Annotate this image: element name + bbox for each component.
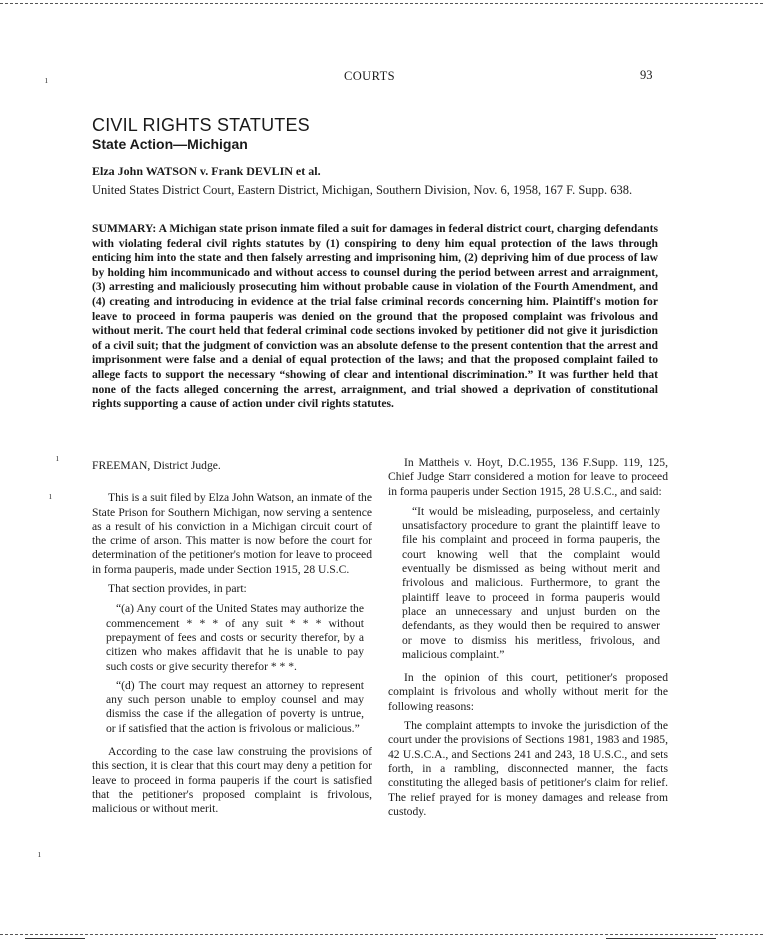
left-paragraph-1: This is a suit filed by Elza John Watson, an inmate of the State Prison for Southern Michigan, now serving a sentence as a result of his conviction in a Michigan circuit court of the crime of arson. This matter is now before the court for determination of the petitioner's motion for leave to proceed in forma pauperis, made under Section 1915, 28 U.S.C. [92, 491, 372, 576]
scan-speck: ı [38, 849, 41, 860]
page-number: 93 [640, 68, 653, 82]
summary-paragraph [92, 222, 658, 412]
statute-quote-d: “(d) The court may request an attorney to represent any such person unable to employ counsel and may dismiss the case if the allegation of poverty is untrue, or if satisfied that the action is frivolous or malicious.” [106, 678, 364, 735]
mattheis-quote-text: “It would be misleading, purposeless, and certainly unsatisfactory procedure to grant the plaintiff leave to file his complaint and proceed in forma pauperis, the court knowing well that the complaint would eventually be dismissed as being without merit and frivolous and malicious. Furthermore, to grant the plaintiff leave to proceed in forma pauperis would place an unnecessary and unjust burden on the defendants, as they would then be required to answer or move to dismiss his meritless, frivolous, and malicious complaint.” [402, 504, 660, 661]
left-paragraph-2: That section provides, in part: [108, 582, 247, 596]
running-head: COURTS [344, 69, 395, 83]
judge-line: FREEMAN, District Judge. [92, 459, 221, 472]
right-column [388, 456, 668, 819]
article-heading [92, 116, 672, 153]
scan-speck: ı [49, 491, 52, 502]
mattheis-quote [388, 505, 668, 662]
case-citation: United States District Court, Eastern District, Michigan, Southern Division, Nov. 6, 1958, 167 F. Supp. 638. [92, 183, 633, 197]
summary-text: A Michigan state prison inmate filed a suit for damages in federal district court, charging defendants with violating federal civil rights statutes by (1) conspiring to deny him equal protection of the laws through enticing him into the state and then falsely arresting and imprisoning him, (2) depriving him of due process of law by holding him incommunicado and without access to counsel during the period between arrest and arraignment, (3) arresting and maliciously prosecuting him without probable cause in violation of the Fourth Amendment, and (4) creating and introducing in evidence at the trial false criminal records concerning him. Plaintiff's motion for leave to proceed in forma pauperis was denied on the ground that the proposed complaint was frivolous and without merit. The court held that federal criminal code sections invoked by petitioner did not give it jurisdiction of a civil suit; that the judgment of conviction was an absolute defense to the present contention that the arrest and imprisonment were false and a denial of equal protection of the laws; and that the proposed complaint failed to allege facts to support the necessary “showing of clear and intentional discrimination.” It was further held that none of the facts alleged concerning the arrest, arraignment, and trial showed a deprivation of constitutional rights supporting a cause of action under civil rights statutes. [92, 222, 658, 411]
right-paragraph-2: In the opinion of this court, petitioner's proposed complaint is frivolous and wholly without merit for the following reasons: [388, 671, 668, 713]
case-name: Elza John WATSON v. Frank DEVLIN et al. [92, 164, 321, 178]
scan-speck: ı [56, 453, 59, 464]
summary-label: SUMMARY: [92, 222, 157, 235]
right-paragraph-3: The complaint attempts to invoke the jurisdiction of the court under the provisions of Sections 1981, 1983 and 1985, 42 U.S.C.A., and Sections 241 and 243, 18 U.S.C., and sets forth, in a rambling, disconnected manner, the facts constituting the alleged basis of petitioner's claim for relief. The relief prayed for is money damages and release from custody. [388, 719, 668, 818]
heading-title: CIVIL RIGHTS STATUTES [92, 115, 310, 135]
statute-quote [92, 602, 372, 736]
scan-speck: ı [45, 75, 48, 86]
top-edge-rule [0, 3, 763, 4]
statute-quote-a: “(a) Any court of the United States may authorize the commencement * * * of any suit * * * without prepayment of fees and costs or security therefor, by a citizen who makes affidavit that he is unable to pay such costs or give security therefor * * *. [106, 602, 364, 673]
bottom-edge-rule [0, 934, 763, 935]
heading-subtitle: State Action—Michigan [92, 135, 248, 152]
right-paragraph-1: In Mattheis v. Hoyt, D.C.1955, 136 F.Supp. 119, 125, Chief Judge Starr considered a motion for leave to proceed in forma pauperis under Section 1915, 28 U.S.C., and said: [388, 456, 668, 498]
left-column [92, 459, 372, 817]
left-paragraph-3: According to the case law construing the provisions of this section, it is clear that this court may deny a petition for leave to proceed in forma pauperis if the court is satisfied that the petitioner's proposed complaint is frivolous, malicious or without merit. [92, 745, 372, 816]
